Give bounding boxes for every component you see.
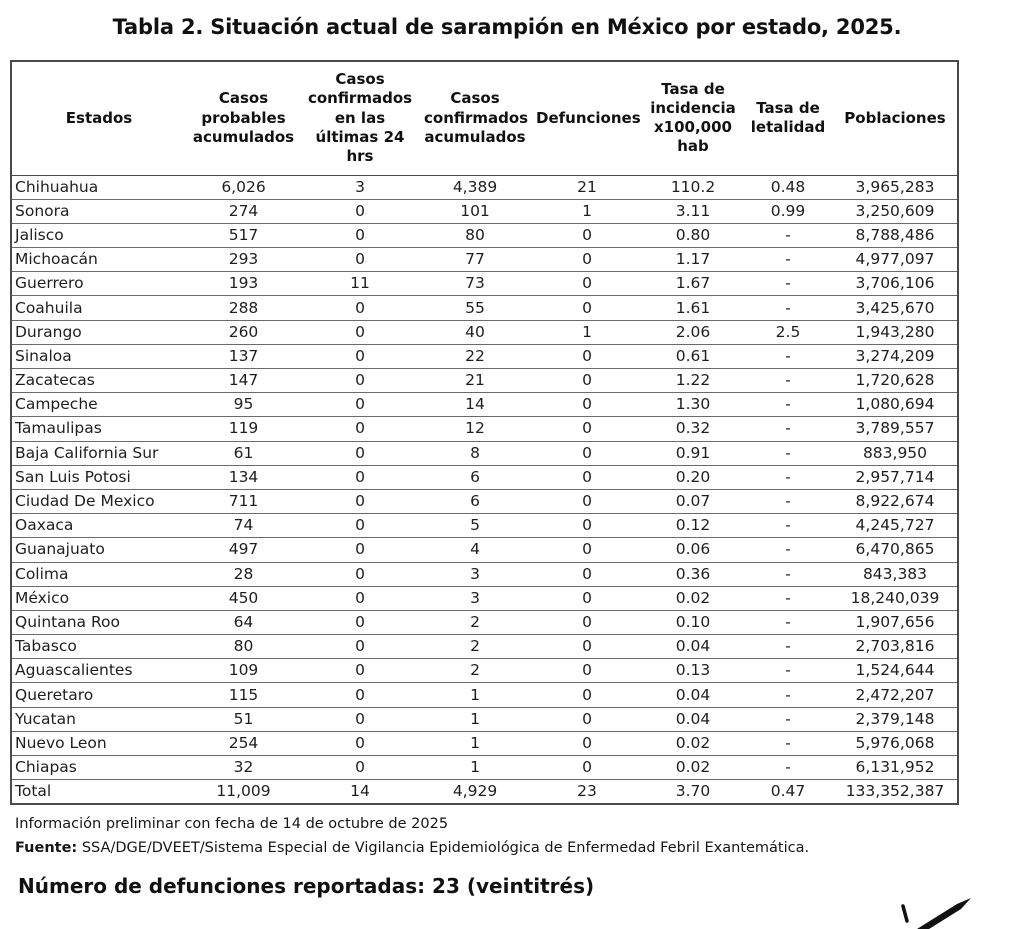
value-cell: - xyxy=(743,344,833,368)
value-cell: 843,383 xyxy=(833,562,958,586)
state-name-cell: Quintana Roo xyxy=(11,610,186,634)
value-cell: 32 xyxy=(186,756,301,780)
value-cell: 2.06 xyxy=(643,320,743,344)
value-cell: 61 xyxy=(186,441,301,465)
value-cell: 22 xyxy=(419,344,531,368)
value-cell: 3 xyxy=(419,586,531,610)
value-cell: 0 xyxy=(301,683,419,707)
value-cell: 0.47 xyxy=(743,780,833,805)
value-cell: 137 xyxy=(186,344,301,368)
value-cell: 1,524,644 xyxy=(833,659,958,683)
value-cell: 0 xyxy=(531,635,643,659)
value-cell: 18,240,039 xyxy=(833,586,958,610)
value-cell: 0 xyxy=(531,417,643,441)
value-cell: 0 xyxy=(531,659,643,683)
state-name-cell: Chiapas xyxy=(11,756,186,780)
value-cell: 2,472,207 xyxy=(833,683,958,707)
table-row xyxy=(11,369,958,393)
value-cell: 14 xyxy=(301,780,419,805)
value-cell: - xyxy=(743,465,833,489)
value-cell: 0 xyxy=(301,223,419,247)
state-name-cell: Campeche xyxy=(11,393,186,417)
value-cell: 4,977,097 xyxy=(833,248,958,272)
value-cell: 3,706,106 xyxy=(833,272,958,296)
column-header-1: Casos probables acumulados xyxy=(186,61,301,175)
value-cell: 55 xyxy=(419,296,531,320)
value-cell: 3 xyxy=(301,175,419,199)
state-name-cell: Tamaulipas xyxy=(11,417,186,441)
value-cell: 0 xyxy=(531,296,643,320)
value-cell: 3.70 xyxy=(643,780,743,805)
value-cell: 6 xyxy=(419,465,531,489)
state-name-cell: Chihuahua xyxy=(11,175,186,199)
value-cell: 2,957,714 xyxy=(833,465,958,489)
value-cell: 51 xyxy=(186,707,301,731)
value-cell: 0 xyxy=(531,223,643,247)
state-name-cell: Guerrero xyxy=(11,272,186,296)
value-cell: 0.48 xyxy=(743,175,833,199)
state-name-cell: Tabasco xyxy=(11,635,186,659)
value-cell: - xyxy=(743,635,833,659)
value-cell: - xyxy=(743,393,833,417)
table-header xyxy=(11,61,958,175)
column-header-3: Casos confirmados acumulados xyxy=(419,61,531,175)
value-cell: 1.67 xyxy=(643,272,743,296)
value-cell: 28 xyxy=(186,562,301,586)
value-cell: 77 xyxy=(419,248,531,272)
state-name-cell: Sonora xyxy=(11,199,186,223)
value-cell: - xyxy=(743,489,833,513)
table-row xyxy=(11,538,958,562)
value-cell: 133,352,387 xyxy=(833,780,958,805)
value-cell: 3 xyxy=(419,562,531,586)
value-cell: 0 xyxy=(301,465,419,489)
state-name-cell: San Luis Potosi xyxy=(11,465,186,489)
value-cell: 260 xyxy=(186,320,301,344)
value-cell: 0.20 xyxy=(643,465,743,489)
value-cell: 1 xyxy=(531,320,643,344)
value-cell: 21 xyxy=(531,175,643,199)
value-cell: 0 xyxy=(301,248,419,272)
value-cell: 0 xyxy=(301,610,419,634)
state-name-cell: Queretaro xyxy=(11,683,186,707)
table-row xyxy=(11,514,958,538)
value-cell: 11,009 xyxy=(186,780,301,805)
table-row xyxy=(11,320,958,344)
state-name-cell: Michoacán xyxy=(11,248,186,272)
value-cell: 0 xyxy=(301,659,419,683)
value-cell: 147 xyxy=(186,369,301,393)
value-cell: 80 xyxy=(186,635,301,659)
footnotes xyxy=(15,814,1014,858)
table-row xyxy=(11,417,958,441)
column-header-2: Casos confirmados en las últimas 24 hrs xyxy=(301,61,419,175)
table-row xyxy=(11,223,958,247)
value-cell: 40 xyxy=(419,320,531,344)
value-cell: 1 xyxy=(419,731,531,755)
page-title: Tabla 2. Situación actual de sarampión en México por estado, 2025. xyxy=(112,15,902,39)
value-cell: 1,080,694 xyxy=(833,393,958,417)
value-cell: 0 xyxy=(531,344,643,368)
value-cell: 1 xyxy=(419,683,531,707)
source-note xyxy=(15,838,1014,859)
value-cell: 1 xyxy=(531,199,643,223)
value-cell: 0.04 xyxy=(643,635,743,659)
table-row xyxy=(11,562,958,586)
table-row xyxy=(11,683,958,707)
value-cell: 1 xyxy=(419,756,531,780)
value-cell: - xyxy=(743,296,833,320)
value-cell: 3,274,209 xyxy=(833,344,958,368)
value-cell: 110.2 xyxy=(643,175,743,199)
value-cell: 0.61 xyxy=(643,344,743,368)
value-cell: 0 xyxy=(301,296,419,320)
table-row xyxy=(11,199,958,223)
value-cell: 6,131,952 xyxy=(833,756,958,780)
table-row xyxy=(11,635,958,659)
value-cell: 0 xyxy=(301,320,419,344)
value-cell: - xyxy=(743,659,833,683)
value-cell: 1.22 xyxy=(643,369,743,393)
value-cell: 0.04 xyxy=(643,707,743,731)
value-cell: - xyxy=(743,272,833,296)
value-cell: 8,788,486 xyxy=(833,223,958,247)
value-cell: 0 xyxy=(531,393,643,417)
value-cell: 101 xyxy=(419,199,531,223)
value-cell: 0 xyxy=(301,417,419,441)
state-name-cell: Nuevo Leon xyxy=(11,731,186,755)
value-cell: 274 xyxy=(186,199,301,223)
value-cell: 80 xyxy=(419,223,531,247)
value-cell: 1.17 xyxy=(643,248,743,272)
table-row xyxy=(11,175,958,199)
source-text: SSA/DGE/DVEET/Sistema Especial de Vigilancia Epidemiológica de Enfermedad Febril Exantemática. xyxy=(81,839,810,856)
total-row xyxy=(11,780,958,805)
value-cell: - xyxy=(743,731,833,755)
value-cell: 0 xyxy=(301,199,419,223)
value-cell: 0 xyxy=(531,369,643,393)
table-row xyxy=(11,344,958,368)
value-cell: 6 xyxy=(419,489,531,513)
value-cell: 2,703,816 xyxy=(833,635,958,659)
value-cell: - xyxy=(743,586,833,610)
pen-sketch-icon xyxy=(893,898,983,929)
value-cell: 0 xyxy=(301,635,419,659)
source-label: Fuente: xyxy=(15,839,78,856)
value-cell: 1 xyxy=(419,707,531,731)
value-cell: 0.13 xyxy=(643,659,743,683)
value-cell: 0.80 xyxy=(643,223,743,247)
value-cell: 4,389 xyxy=(419,175,531,199)
value-cell: - xyxy=(743,417,833,441)
table-row xyxy=(11,756,958,780)
value-cell: 0 xyxy=(531,562,643,586)
value-cell: 0 xyxy=(531,272,643,296)
value-cell: 73 xyxy=(419,272,531,296)
value-cell: - xyxy=(743,369,833,393)
value-cell: 254 xyxy=(186,731,301,755)
value-cell: 3.11 xyxy=(643,199,743,223)
value-cell: 0 xyxy=(301,441,419,465)
value-cell: - xyxy=(743,756,833,780)
state-name-cell: Total xyxy=(11,780,186,805)
value-cell: 288 xyxy=(186,296,301,320)
value-cell: 0 xyxy=(301,538,419,562)
value-cell: 293 xyxy=(186,248,301,272)
value-cell: 0.36 xyxy=(643,562,743,586)
state-name-cell: Colima xyxy=(11,562,186,586)
value-cell: 0 xyxy=(531,756,643,780)
table-row xyxy=(11,707,958,731)
value-cell: 1,907,656 xyxy=(833,610,958,634)
value-cell: - xyxy=(743,707,833,731)
value-cell: 0 xyxy=(531,683,643,707)
value-cell: 23 xyxy=(531,780,643,805)
value-cell: 450 xyxy=(186,586,301,610)
value-cell: 0 xyxy=(301,756,419,780)
value-cell: 21 xyxy=(419,369,531,393)
value-cell: 0 xyxy=(301,731,419,755)
value-cell: 0 xyxy=(301,707,419,731)
value-cell: 0 xyxy=(531,465,643,489)
value-cell: 1,720,628 xyxy=(833,369,958,393)
value-cell: 134 xyxy=(186,465,301,489)
value-cell: 14 xyxy=(419,393,531,417)
value-cell: 1,943,280 xyxy=(833,320,958,344)
value-cell: 0 xyxy=(531,489,643,513)
state-name-cell: Coahuila xyxy=(11,296,186,320)
value-cell: 0.06 xyxy=(643,538,743,562)
value-cell: 0.99 xyxy=(743,199,833,223)
value-cell: 74 xyxy=(186,514,301,538)
value-cell: 883,950 xyxy=(833,441,958,465)
state-name-cell: Zacatecas xyxy=(11,369,186,393)
value-cell: 0.04 xyxy=(643,683,743,707)
value-cell: - xyxy=(743,538,833,562)
value-cell: 0 xyxy=(531,514,643,538)
value-cell: 0.02 xyxy=(643,756,743,780)
value-cell: 0.91 xyxy=(643,441,743,465)
state-name-cell: Baja California Sur xyxy=(11,441,186,465)
table-row xyxy=(11,248,958,272)
value-cell: - xyxy=(743,683,833,707)
value-cell: 2,379,148 xyxy=(833,707,958,731)
value-cell: 1.30 xyxy=(643,393,743,417)
state-name-cell: Yucatan xyxy=(11,707,186,731)
value-cell: 5,976,068 xyxy=(833,731,958,755)
column-header-6: Tasa de letalidad xyxy=(743,61,833,175)
state-name-cell: Jalisco xyxy=(11,223,186,247)
column-header-4: Defunciones xyxy=(531,61,643,175)
column-header-7: Poblaciones xyxy=(833,61,958,175)
value-cell: - xyxy=(743,248,833,272)
deaths-summary: Número de defunciones reportadas: 23 (veintitrés) xyxy=(18,873,595,898)
value-cell: 0 xyxy=(301,344,419,368)
table-row xyxy=(11,731,958,755)
value-cell: - xyxy=(743,610,833,634)
value-cell: - xyxy=(743,441,833,465)
value-cell: 6,470,865 xyxy=(833,538,958,562)
state-name-cell: Aguascalientes xyxy=(11,659,186,683)
value-cell: 0 xyxy=(531,538,643,562)
column-header-5: Tasa de incidencia x100,000 hab xyxy=(643,61,743,175)
value-cell: 497 xyxy=(186,538,301,562)
value-cell: 0.07 xyxy=(643,489,743,513)
state-name-cell: Sinaloa xyxy=(11,344,186,368)
value-cell: 0 xyxy=(531,441,643,465)
value-cell: 3,965,283 xyxy=(833,175,958,199)
state-name-cell: Oaxaca xyxy=(11,514,186,538)
value-cell: 0 xyxy=(531,586,643,610)
value-cell: 0.02 xyxy=(643,586,743,610)
value-cell: 4,245,727 xyxy=(833,514,958,538)
value-cell: 193 xyxy=(186,272,301,296)
value-cell: - xyxy=(743,223,833,247)
table-row xyxy=(11,586,958,610)
value-cell: 109 xyxy=(186,659,301,683)
state-name-cell: Ciudad De Mexico xyxy=(11,489,186,513)
value-cell: 0 xyxy=(301,393,419,417)
table-body xyxy=(11,175,958,804)
value-cell: 3,789,557 xyxy=(833,417,958,441)
table-row xyxy=(11,296,958,320)
value-cell: 0.10 xyxy=(643,610,743,634)
state-name-cell: Guanajuato xyxy=(11,538,186,562)
value-cell: 1.61 xyxy=(643,296,743,320)
table-row xyxy=(11,272,958,296)
value-cell: 0.32 xyxy=(643,417,743,441)
value-cell: 2 xyxy=(419,635,531,659)
column-header-0: Estados xyxy=(11,61,186,175)
value-cell: 64 xyxy=(186,610,301,634)
table-header-row xyxy=(11,61,958,175)
value-cell: 711 xyxy=(186,489,301,513)
state-name-cell: Durango xyxy=(11,320,186,344)
value-cell: 12 xyxy=(419,417,531,441)
value-cell: - xyxy=(743,562,833,586)
value-cell: - xyxy=(743,514,833,538)
value-cell: 3,425,670 xyxy=(833,296,958,320)
value-cell: 0 xyxy=(301,369,419,393)
value-cell: 4 xyxy=(419,538,531,562)
value-cell: 8 xyxy=(419,441,531,465)
value-cell: 119 xyxy=(186,417,301,441)
table-row xyxy=(11,610,958,634)
table-row xyxy=(11,465,958,489)
value-cell: 0 xyxy=(531,731,643,755)
table-row xyxy=(11,441,958,465)
value-cell: 8,922,674 xyxy=(833,489,958,513)
value-cell: 3,250,609 xyxy=(833,199,958,223)
value-cell: 5 xyxy=(419,514,531,538)
value-cell: 6,026 xyxy=(186,175,301,199)
value-cell: 4,929 xyxy=(419,780,531,805)
table-row xyxy=(11,489,958,513)
value-cell: 11 xyxy=(301,272,419,296)
value-cell: 0 xyxy=(301,514,419,538)
preliminary-note: Información preliminar con fecha de 14 de octubre de 2025 xyxy=(15,816,449,833)
value-cell: 517 xyxy=(186,223,301,247)
measles-state-table xyxy=(10,60,959,805)
value-cell: 0 xyxy=(531,248,643,272)
value-cell: 115 xyxy=(186,683,301,707)
value-cell: 0.02 xyxy=(643,731,743,755)
value-cell: 0.12 xyxy=(643,514,743,538)
value-cell: 0 xyxy=(531,610,643,634)
value-cell: 0 xyxy=(301,562,419,586)
table-row xyxy=(11,659,958,683)
value-cell: 0 xyxy=(301,586,419,610)
table-row xyxy=(11,393,958,417)
state-name-cell: México xyxy=(11,586,186,610)
value-cell: 0 xyxy=(531,707,643,731)
value-cell: 95 xyxy=(186,393,301,417)
value-cell: 0 xyxy=(301,489,419,513)
value-cell: 2.5 xyxy=(743,320,833,344)
value-cell: 2 xyxy=(419,610,531,634)
value-cell: 2 xyxy=(419,659,531,683)
